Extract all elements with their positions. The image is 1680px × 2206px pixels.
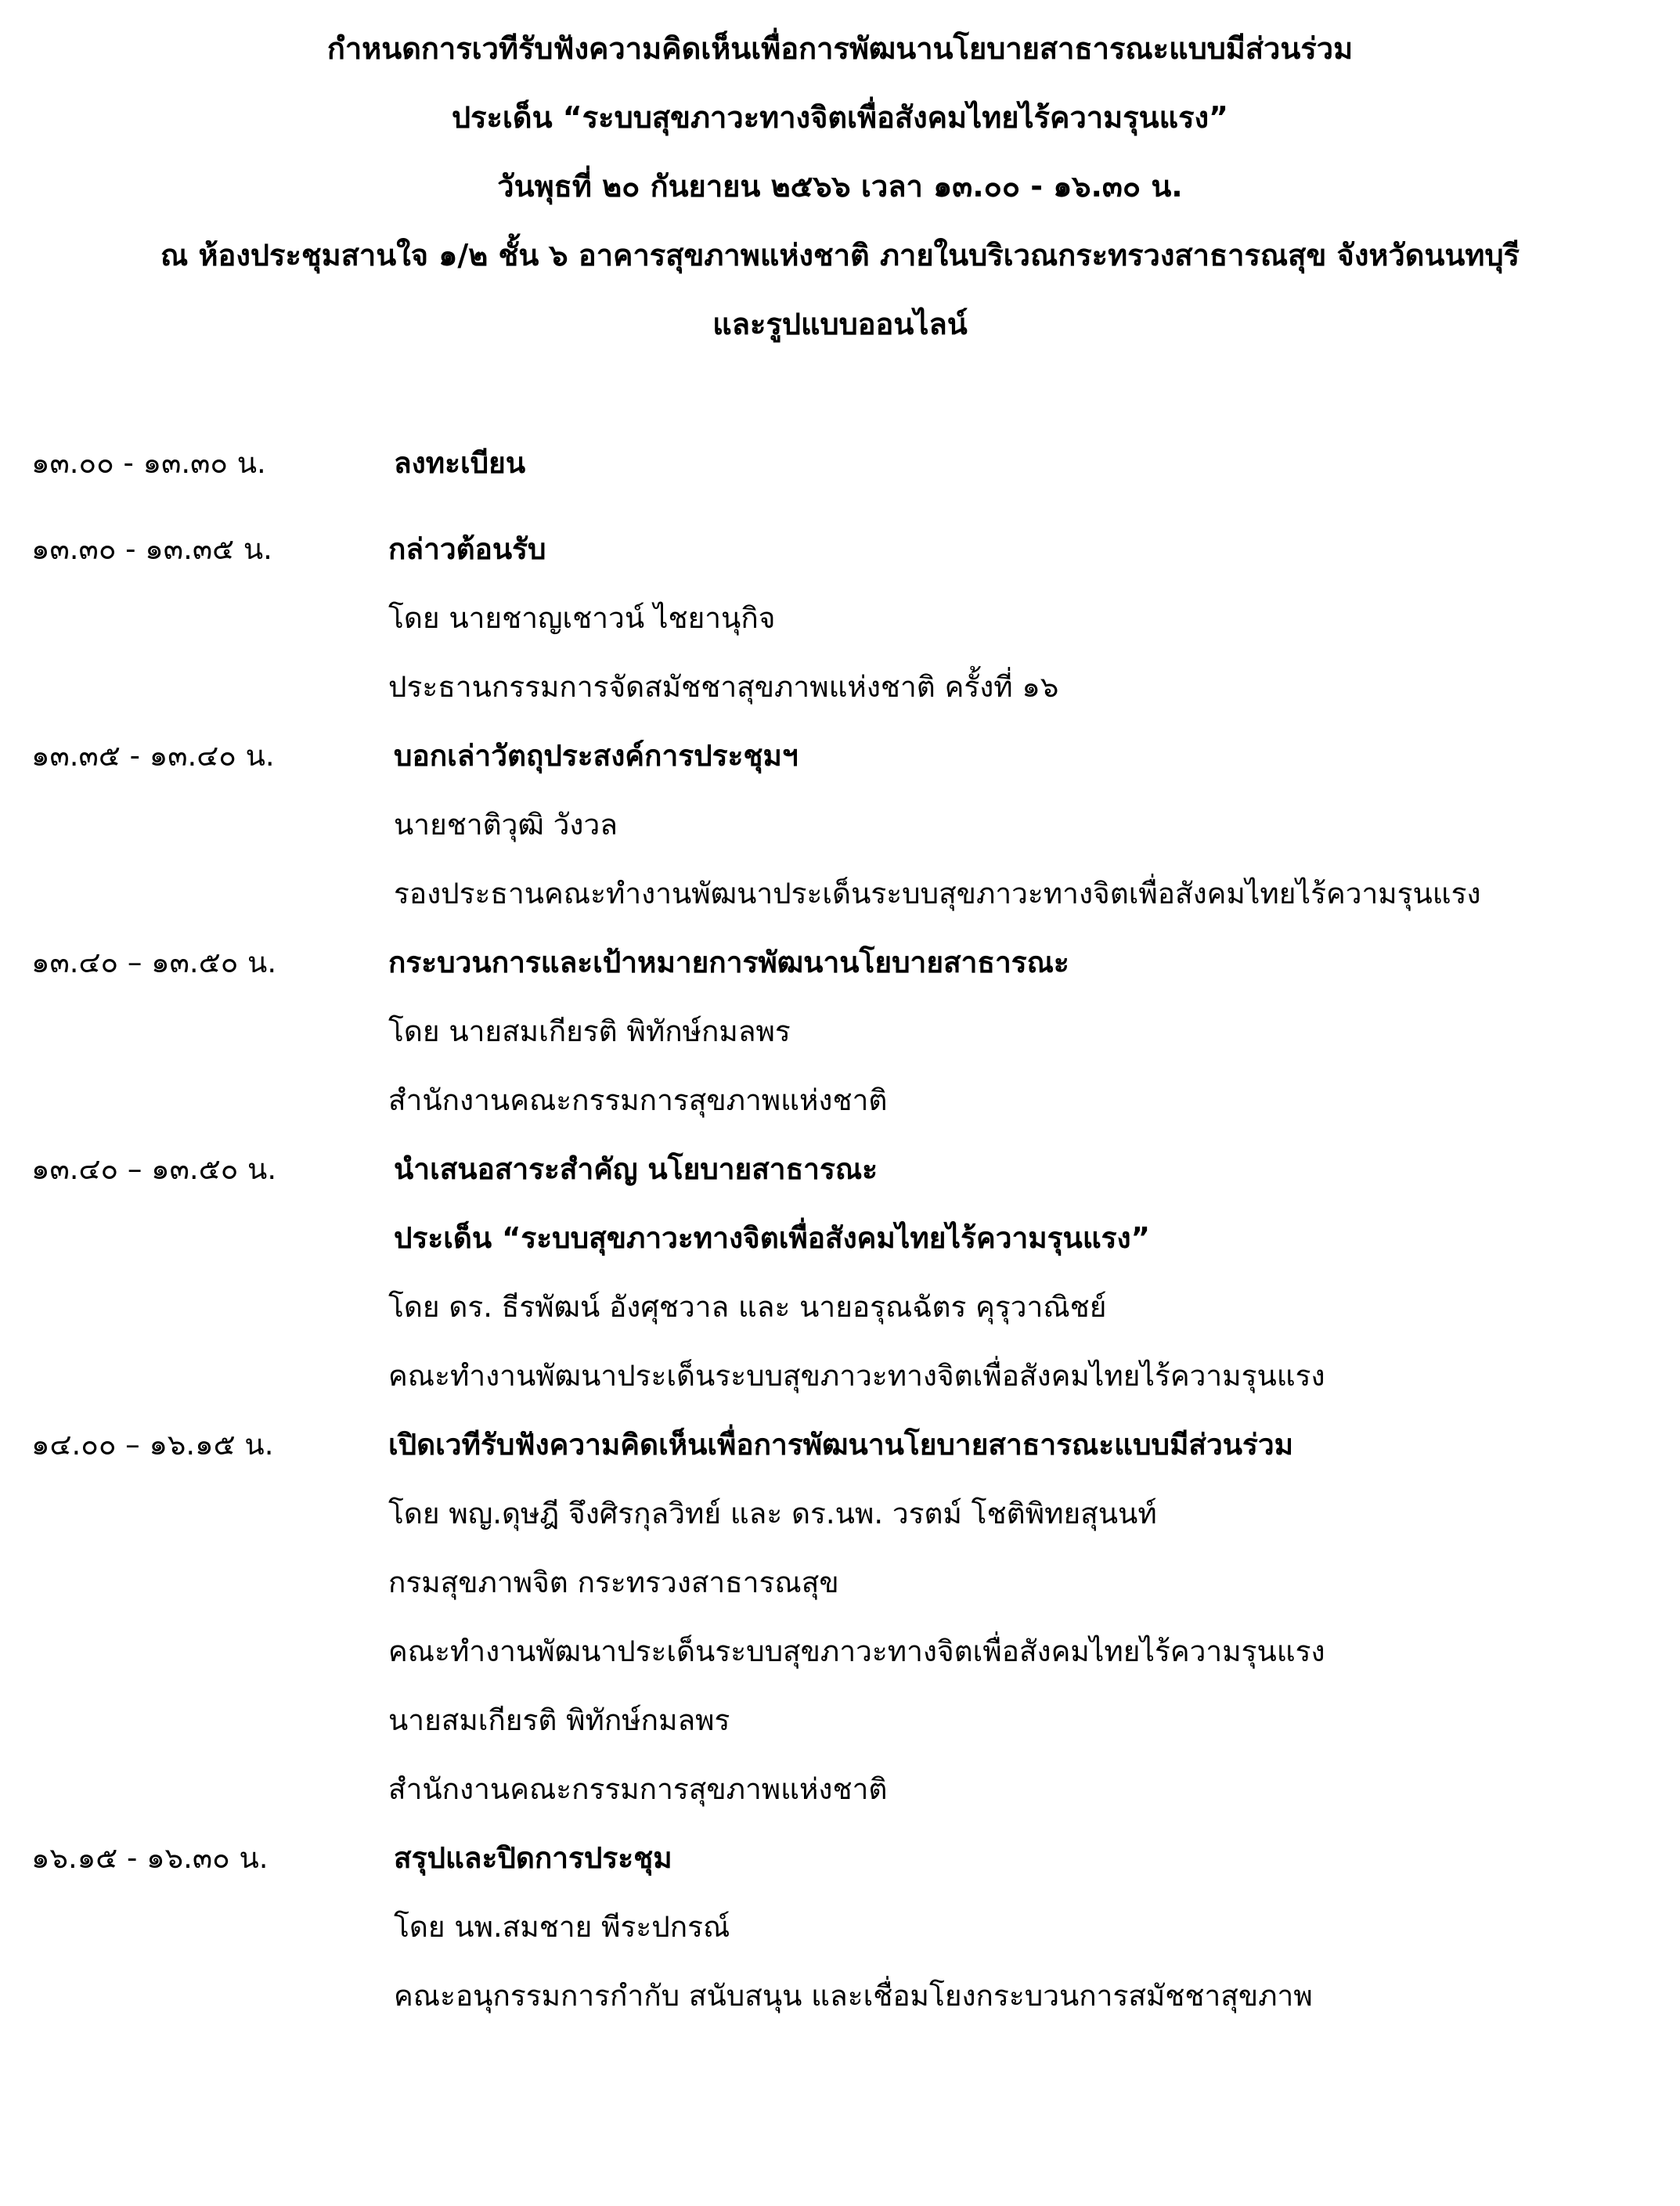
schedule-time: ๑๓.๓๐ - ๑๓.๓๕ น. <box>31 532 272 566</box>
schedule-detail <box>0 1686 1680 1755</box>
schedule-title: สรุปและปิดการประชุม <box>394 1841 672 1875</box>
schedule-time: ๑๖.๑๕ - ๑๖.๓๐ น. <box>31 1841 269 1875</box>
speaker-name: นายสมเกียรติ พิทักษ์กมลพร <box>388 1703 730 1737</box>
schedule-item-presentation <box>0 1135 1680 1204</box>
schedule-title: บอกเล่าวัตถุประสงค์การประชุมฯ <box>394 739 799 773</box>
schedule-title: ลงทะเบียน <box>394 446 526 480</box>
schedule-time: ๑๔.๐๐ – ๑๖.๑๕ น. <box>31 1428 274 1462</box>
schedule-time: ๑๓.๐๐ - ๑๓.๓๐ น. <box>31 446 266 480</box>
schedule-detail <box>0 860 1680 928</box>
header-title: กำหนดการเวทีรับฟังความคิดเห็นเพื่อการพัฒนานโยบายสาธารณะแบบมีส่วนร่วม <box>326 31 1354 66</box>
schedule-item-objectives <box>0 722 1680 791</box>
schedule-item-forum <box>0 1411 1680 1480</box>
schedule-detail <box>0 1273 1680 1342</box>
schedule <box>0 429 1680 2031</box>
header-venue: ณ ห้องประชุมสานใจ ๑/๒ ชั้น ๖ อาคารสุขภาพแห่งชาติ ภายในบริเวณกระทรวงสาธารณสุข จังหวัดนนทบุรี <box>160 238 1520 272</box>
schedule-title: กระบวนการและเป้าหมายการพัฒนานโยบายสาธารณะ <box>388 946 1069 979</box>
speaker-position: สำนักงานคณะกรรมการสุขภาพแห่งชาติ <box>388 1083 888 1117</box>
schedule-time: ๑๓.๔๐ – ๑๓.๕๐ น. <box>31 1152 277 1186</box>
schedule-detail <box>0 1342 1680 1411</box>
speaker-position: คณะทำงานพัฒนาประเด็นระบบสุขภาวะทางจิตเพื่อสังคมไทยไร้ความรุนแรง <box>388 1359 1325 1393</box>
speaker-name: โดย พญ.ดุษฎี จึงศิรกุลวิทย์ และ ดร.นพ. วรตม์ โชติพิทยสุนนท์ <box>388 1497 1157 1530</box>
schedule-detail <box>0 1962 1680 2031</box>
schedule-detail <box>0 1755 1680 1824</box>
schedule-detail <box>0 997 1680 1066</box>
speaker-position: คณะทำงานพัฒนาประเด็นระบบสุขภาวะทางจิตเพื่อสังคมไทยไร้ความรุนแรง <box>388 1635 1325 1668</box>
schedule-item-registration <box>0 429 1680 498</box>
schedule-title: นำเสนอสาระสำคัญ นโยบายสาธารณะ <box>394 1152 878 1186</box>
schedule-time: ๑๓.๓๕ - ๑๓.๔๐ น. <box>31 739 275 773</box>
speaker-name: โดย นายชาญเชาวน์ ไชยานุกิจ <box>388 601 776 635</box>
speaker-position: ประธานกรรมการจัดสมัชชาสุขภาพแห่งชาติ ครั้งที่ ๑๖ <box>388 670 1059 704</box>
schedule-item-closing <box>0 1824 1680 1893</box>
schedule-detail <box>0 653 1680 722</box>
document-header <box>0 14 1680 359</box>
schedule-detail <box>0 1617 1680 1686</box>
header-date-time: วันพุธที่ ๒๐ กันยายน ๒๕๖๖ เวลา ๑๓.๐๐ - ๑๖.๓๐ น. <box>497 169 1183 204</box>
speaker-position: รองประธานคณะทำงานพัฒนาประเด็นระบบสุขภาวะทางจิตเพื่อสังคมไทยไร้ความรุนแรง <box>394 877 1481 910</box>
schedule-title: เปิดเวทีรับฟังความคิดเห็นเพื่อการพัฒนานโยบายสาธารณะแบบมีส่วนร่วม <box>388 1428 1294 1462</box>
schedule-detail <box>0 791 1680 860</box>
schedule-subtitle: ประเด็น “ระบบสุขภาวะทางจิตเพื่อสังคมไทยไร้ความรุนแรง” <box>394 1221 1150 1255</box>
schedule-title: กล่าวต้อนรับ <box>388 532 546 566</box>
speaker-name: นายชาติวุฒิ วังวล <box>394 808 618 842</box>
speaker-name: โดย นพ.สมชาย พีระปกรณ์ <box>394 1910 730 1944</box>
schedule-detail <box>0 1066 1680 1135</box>
speaker-name: โดย ดร. ธีรพัฒน์ อังศุชวาล และ นายอรุณฉัตร คุรุวาณิชย์ <box>388 1290 1107 1324</box>
schedule-item-welcome <box>0 515 1680 584</box>
schedule-detail <box>0 1204 1680 1273</box>
speaker-position: สำนักงานคณะกรรมการสุขภาพแห่งชาติ <box>388 1772 888 1806</box>
schedule-time: ๑๓.๔๐ – ๑๓.๕๐ น. <box>31 946 277 979</box>
speaker-position: กรมสุขภาพจิต กระทรวงสาธารณสุข <box>388 1566 839 1599</box>
speaker-name: โดย นายสมเกียรติ พิทักษ์กมลพร <box>388 1015 791 1048</box>
schedule-detail <box>0 584 1680 653</box>
header-topic: ประเด็น “ระบบสุขภาวะทางจิตเพื่อสังคมไทยไร้ความรุนแรง” <box>451 100 1229 135</box>
schedule-detail <box>0 1893 1680 1962</box>
header-online: และรูปแบบออนไลน์ <box>712 307 968 341</box>
schedule-item-process <box>0 928 1680 997</box>
schedule-detail <box>0 1480 1680 1548</box>
schedule-detail <box>0 1548 1680 1617</box>
speaker-position: คณะอนุกรรมการกำกับ สนับสนุน และเชื่อมโยงกระบวนการสมัชชาสุขภาพ <box>394 1979 1313 2013</box>
